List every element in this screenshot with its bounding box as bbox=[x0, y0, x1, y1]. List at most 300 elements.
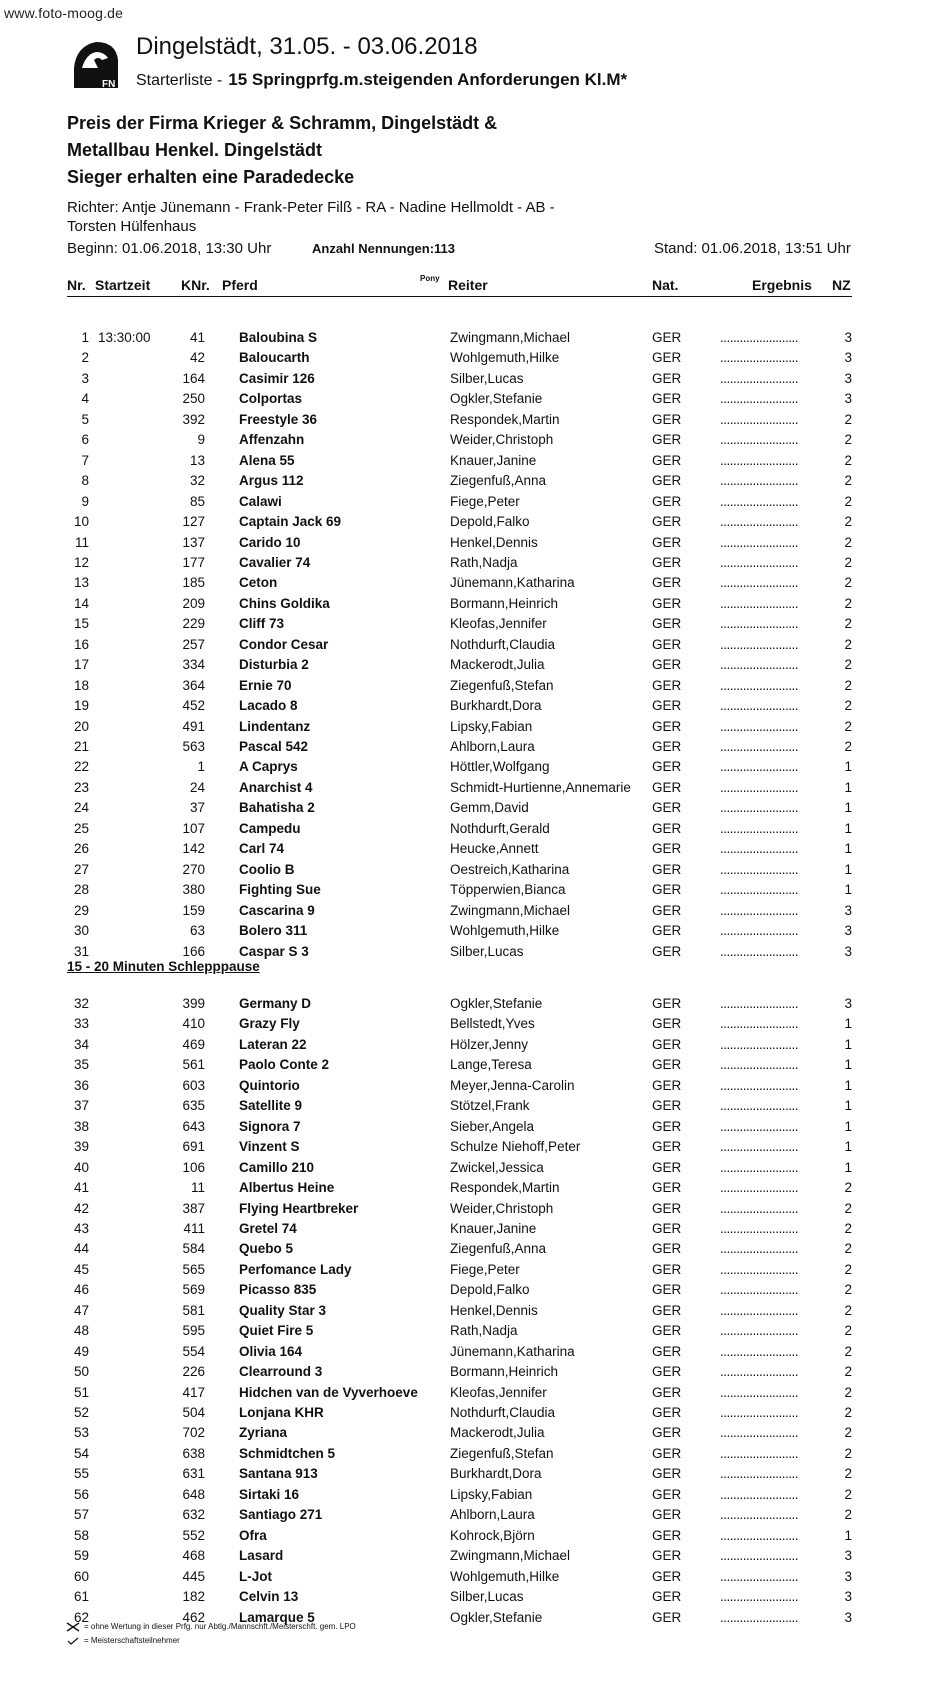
cell-knr: 410 bbox=[182, 1016, 205, 1032]
table-row bbox=[0, 1589, 950, 1609]
cell-result: ........................ bbox=[720, 616, 799, 632]
cell-horse: Grazy Fly bbox=[239, 1016, 300, 1032]
cell-knr: 41 bbox=[189, 330, 205, 345]
cell-result: ........................ bbox=[720, 1384, 799, 1400]
cell-nz: 2 bbox=[844, 1425, 852, 1441]
table-row bbox=[0, 575, 950, 595]
cell-nz: 2 bbox=[844, 1220, 852, 1236]
cell-nz: 2 bbox=[844, 1302, 852, 1318]
table-row bbox=[0, 535, 950, 555]
prize-line-2: Metallbau Henkel. Dingelstädt bbox=[67, 140, 323, 160]
cell-horse: Casimir 126 bbox=[239, 370, 315, 386]
cell-nz: 2 bbox=[844, 1405, 852, 1420]
cell-rider: Wohlgemuth,Hilke bbox=[450, 923, 560, 939]
cell-knr: 9 bbox=[197, 432, 205, 448]
competition-name: 15 Springprfg.m.steigenden Anforderungen Kl.M* bbox=[228, 70, 628, 89]
cell-knr: 643 bbox=[182, 1118, 205, 1134]
cell-nz: 2 bbox=[844, 1384, 852, 1400]
cell-horse: Ofra bbox=[239, 1527, 267, 1543]
cell-knr: 380 bbox=[182, 882, 205, 898]
cell-result: ........................ bbox=[720, 841, 799, 857]
cell-nation: GER bbox=[652, 1098, 682, 1114]
cell-rider: Nothdurft,Gerald bbox=[450, 820, 550, 836]
cell-horse: Carido 10 bbox=[239, 534, 301, 550]
prize-line-1: Preis der Firma Krieger & Schramm, Dingelstädt & bbox=[67, 113, 498, 133]
cell-nr: 41 bbox=[73, 1180, 89, 1196]
cell-rider: Wohlgemuth,Hilke bbox=[450, 350, 560, 366]
cell-result: ........................ bbox=[720, 759, 799, 775]
cell-nr: 57 bbox=[73, 1507, 89, 1523]
col-header-nz: NZ bbox=[832, 277, 851, 293]
cell-nz: 2 bbox=[844, 1282, 852, 1298]
cell-nz: 3 bbox=[844, 902, 852, 918]
cell-result: ........................ bbox=[720, 1098, 799, 1114]
table-row bbox=[0, 637, 950, 657]
cell-horse: Lonjana KHR bbox=[239, 1405, 324, 1420]
cell-nation: GER bbox=[652, 1486, 682, 1502]
cell-nr: 12 bbox=[73, 554, 89, 570]
cell-rider: Silber,Lucas bbox=[450, 1589, 524, 1605]
cell-nation: GER bbox=[652, 1323, 682, 1339]
cell-rider: Rath,Nadja bbox=[450, 1323, 518, 1339]
cell-rider: Zwingmann,Michael bbox=[450, 1548, 571, 1564]
cell-knr: 24 bbox=[189, 779, 205, 795]
cell-nr: 18 bbox=[73, 677, 89, 693]
cell-nz: 2 bbox=[844, 1364, 852, 1380]
cell-nr: 51 bbox=[73, 1384, 89, 1400]
cell-knr: 411 bbox=[183, 1220, 205, 1236]
cell-nr: 27 bbox=[73, 861, 89, 877]
cell-horse: Quebo 5 bbox=[239, 1241, 294, 1257]
cell-rider: Schmidt-Hurtienne,Annemarie bbox=[450, 779, 631, 795]
table-row bbox=[0, 1323, 950, 1343]
table-row bbox=[0, 923, 950, 943]
cell-knr: 63 bbox=[189, 923, 205, 939]
cell-nation: GER bbox=[652, 657, 682, 673]
cell-rider: Mackerodt,Julia bbox=[450, 657, 545, 673]
table-row bbox=[0, 1098, 950, 1118]
begin-time: Beginn: 01.06.2018, 13:30 Uhr bbox=[67, 240, 272, 257]
cell-result: ........................ bbox=[720, 677, 799, 693]
cell-horse: Germany D bbox=[239, 996, 312, 1011]
cell-knr: 417 bbox=[182, 1384, 205, 1400]
cell-horse: Chins Goldika bbox=[239, 595, 330, 611]
cell-nr: 7 bbox=[81, 452, 89, 468]
cell-rider: Respondek,Martin bbox=[450, 411, 560, 427]
cell-result: ........................ bbox=[720, 1302, 799, 1318]
cell-knr: 468 bbox=[182, 1548, 205, 1564]
cell-nr: 55 bbox=[73, 1466, 89, 1482]
table-row bbox=[0, 821, 950, 841]
cell-nz: 1 bbox=[844, 1139, 852, 1155]
table-row bbox=[0, 996, 950, 1016]
cell-result: ........................ bbox=[720, 554, 799, 570]
cell-nation: GER bbox=[652, 1302, 682, 1318]
cell-nr: 39 bbox=[73, 1139, 89, 1155]
cell-knr: 229 bbox=[182, 616, 205, 632]
cell-nz: 1 bbox=[844, 820, 852, 836]
col-header-horse: Pferd bbox=[222, 277, 258, 293]
cell-knr: 387 bbox=[182, 1200, 205, 1216]
cell-result: ........................ bbox=[720, 657, 799, 673]
cell-result: ........................ bbox=[720, 902, 799, 918]
cell-nz: 1 bbox=[844, 841, 852, 857]
table-row bbox=[0, 1364, 950, 1384]
cell-horse: L-Jot bbox=[239, 1568, 272, 1584]
cell-result: ........................ bbox=[720, 432, 799, 448]
cell-nation: GER bbox=[652, 1016, 682, 1032]
cell-nz: 3 bbox=[844, 370, 852, 386]
cell-nz: 2 bbox=[844, 411, 852, 427]
cell-horse: Santiago 271 bbox=[239, 1507, 323, 1523]
cell-nr: 56 bbox=[73, 1486, 89, 1502]
header-divider bbox=[67, 296, 852, 297]
championship-mark-icon bbox=[66, 1636, 80, 1646]
cell-nation: GER bbox=[652, 1466, 682, 1482]
col-header-result: Ergebnis bbox=[752, 277, 812, 293]
cell-knr: 595 bbox=[182, 1323, 205, 1339]
cell-nz: 1 bbox=[844, 1098, 852, 1114]
cell-rider: Kleofas,Jennifer bbox=[450, 616, 547, 632]
cell-rider: Ziegenfuß,Stefan bbox=[450, 677, 554, 693]
cell-nation: GER bbox=[652, 411, 682, 427]
table-row bbox=[0, 1425, 950, 1445]
cell-rider: Bellstedt,Yves bbox=[450, 1016, 535, 1032]
cell-horse: Clearround 3 bbox=[239, 1364, 323, 1380]
status-timestamp: Stand: 01.06.2018, 13:51 Uhr bbox=[654, 240, 851, 257]
cell-horse: Lamarque 5 bbox=[239, 1609, 315, 1625]
cell-nr: 54 bbox=[73, 1445, 89, 1461]
cell-nation: GER bbox=[652, 698, 682, 714]
cell-knr: 702 bbox=[182, 1425, 205, 1441]
cell-nation: GER bbox=[652, 1405, 682, 1420]
cell-nr: 23 bbox=[73, 779, 89, 795]
cell-rider: Nothdurft,Claudia bbox=[450, 1405, 556, 1420]
cell-knr: 37 bbox=[189, 800, 205, 816]
table-row bbox=[0, 1344, 950, 1364]
cell-nr: 21 bbox=[73, 739, 89, 754]
cell-knr: 137 bbox=[182, 534, 205, 550]
cell-nation: GER bbox=[652, 800, 682, 816]
cell-knr: 209 bbox=[182, 595, 205, 611]
cell-nr: 16 bbox=[73, 636, 89, 652]
table-row bbox=[0, 1119, 950, 1139]
cell-knr: 552 bbox=[182, 1527, 205, 1543]
cell-nz: 1 bbox=[844, 759, 852, 775]
entries-count: Anzahl Nennungen:113 bbox=[312, 241, 456, 256]
cell-rider: Ahlborn,Laura bbox=[450, 739, 535, 754]
cell-knr: 504 bbox=[182, 1405, 205, 1420]
cell-rider: Gemm,David bbox=[450, 800, 529, 816]
cell-nz: 2 bbox=[844, 1200, 852, 1216]
col-header-pony: Pony bbox=[420, 274, 440, 283]
cell-nr: 20 bbox=[73, 718, 89, 734]
cell-rider: Respondek,Martin bbox=[450, 1180, 560, 1196]
table-row bbox=[0, 1180, 950, 1200]
cell-nz: 2 bbox=[844, 554, 852, 570]
break-label: 15 - 20 Minuten Schlepppause bbox=[67, 959, 260, 974]
cell-nz: 2 bbox=[844, 452, 852, 468]
cell-nation: GER bbox=[652, 1364, 682, 1380]
cell-rider: Depold,Falko bbox=[450, 514, 530, 530]
table-row bbox=[0, 1241, 950, 1261]
cell-result: ........................ bbox=[720, 1405, 799, 1420]
cell-result: ........................ bbox=[720, 1343, 799, 1359]
cell-result: ........................ bbox=[720, 739, 799, 754]
cell-result: ........................ bbox=[720, 1241, 799, 1257]
cell-nation: GER bbox=[652, 452, 682, 468]
cell-horse: Cavalier 74 bbox=[239, 554, 311, 570]
cell-horse: Disturbia 2 bbox=[239, 657, 309, 673]
cell-nr: 46 bbox=[73, 1282, 89, 1298]
cell-result: ........................ bbox=[720, 1180, 799, 1196]
cell-knr: 106 bbox=[182, 1159, 205, 1175]
cell-nz: 2 bbox=[844, 473, 852, 489]
cell-rider: Rath,Nadja bbox=[450, 554, 518, 570]
cell-nr: 9 bbox=[81, 493, 89, 509]
table-row bbox=[0, 1405, 950, 1425]
cell-horse: Hidchen van de Vyverhoeve bbox=[239, 1384, 418, 1400]
table-row bbox=[0, 1016, 950, 1036]
cell-horse: Quality Star 3 bbox=[239, 1302, 327, 1318]
cell-nr: 26 bbox=[73, 841, 89, 857]
cell-nz: 2 bbox=[844, 1261, 852, 1277]
list-subtitle bbox=[136, 70, 627, 90]
cell-nz: 2 bbox=[844, 575, 852, 591]
cell-nation: GER bbox=[652, 330, 682, 345]
legend-line-2 bbox=[66, 1636, 180, 1646]
cell-nz: 2 bbox=[844, 718, 852, 734]
legend-text-1: = ohne Wertung in dieser Prfg. nur Abtlg./Mannschft./Meisterschft. gem. LPO bbox=[84, 1622, 356, 1632]
cell-nation: GER bbox=[652, 1527, 682, 1543]
cell-nr: 44 bbox=[73, 1241, 89, 1257]
cell-result: ........................ bbox=[720, 1548, 799, 1564]
table-row bbox=[0, 1078, 950, 1098]
cell-result: ........................ bbox=[720, 718, 799, 734]
cell-knr: 565 bbox=[182, 1261, 205, 1277]
cell-knr: 250 bbox=[182, 391, 205, 407]
col-header-knr: KNr. bbox=[181, 277, 210, 293]
cell-rider: Ziegenfuß,Anna bbox=[450, 473, 547, 489]
judges-line-2: Torsten Hülfenhaus bbox=[67, 218, 197, 235]
cell-knr: 166 bbox=[182, 943, 205, 959]
cell-nation: GER bbox=[652, 841, 682, 857]
table-row bbox=[0, 862, 950, 882]
cell-nation: GER bbox=[652, 534, 682, 550]
cell-nation: GER bbox=[652, 1220, 682, 1236]
watermark-text: www.foto-moog.de bbox=[4, 5, 124, 21]
cell-nation: GER bbox=[652, 1384, 682, 1400]
cell-rider: Henkel,Dennis bbox=[450, 534, 538, 550]
cell-horse: Freestyle 36 bbox=[239, 411, 318, 427]
cell-nation: GER bbox=[652, 1589, 682, 1605]
cell-horse: Baloubina S bbox=[239, 330, 318, 345]
cell-nr: 28 bbox=[73, 882, 89, 898]
cell-nation: GER bbox=[652, 882, 682, 898]
cell-rider: Kleofas,Jennifer bbox=[450, 1384, 547, 1400]
cell-rider: Nothdurft,Claudia bbox=[450, 636, 556, 652]
cell-rider: Ahlborn,Laura bbox=[450, 1507, 535, 1523]
cell-knr: 11 bbox=[190, 1180, 205, 1196]
cell-nr: 31 bbox=[73, 943, 89, 959]
cell-nr: 34 bbox=[73, 1036, 89, 1052]
cell-result: ........................ bbox=[720, 1282, 799, 1298]
cell-rider: Silber,Lucas bbox=[450, 943, 524, 959]
cell-result: ........................ bbox=[720, 1486, 799, 1502]
cell-knr: 632 bbox=[182, 1507, 205, 1523]
cell-result: ........................ bbox=[720, 1159, 799, 1175]
cell-nr: 13 bbox=[73, 575, 89, 591]
cell-nation: GER bbox=[652, 1159, 682, 1175]
cell-horse: Pascal 542 bbox=[239, 739, 309, 754]
cell-knr: 159 bbox=[182, 902, 205, 918]
cell-knr: 635 bbox=[182, 1098, 205, 1114]
table-row bbox=[0, 1528, 950, 1548]
cell-knr: 399 bbox=[182, 996, 205, 1011]
table-row bbox=[0, 841, 950, 861]
table-row bbox=[0, 453, 950, 473]
cell-rider: Zwingmann,Michael bbox=[450, 330, 571, 345]
cell-nation: GER bbox=[652, 739, 682, 754]
table-row bbox=[0, 1385, 950, 1405]
table-row bbox=[0, 1221, 950, 1241]
table-row bbox=[0, 1487, 950, 1507]
cell-rider: Ziegenfuß,Anna bbox=[450, 1241, 547, 1257]
cell-result: ........................ bbox=[720, 1077, 799, 1093]
cell-rider: Lipsky,Fabian bbox=[450, 718, 533, 734]
cell-nz: 2 bbox=[844, 1343, 852, 1359]
cell-nation: GER bbox=[652, 1609, 682, 1625]
cell-nr: 49 bbox=[73, 1343, 89, 1359]
cell-knr: 452 bbox=[182, 698, 205, 714]
cell-horse: Fighting Sue bbox=[239, 882, 321, 898]
cell-nr: 42 bbox=[73, 1200, 89, 1216]
cell-horse: Affenzahn bbox=[239, 432, 305, 448]
cell-nz: 2 bbox=[844, 1507, 852, 1523]
cell-result: ........................ bbox=[720, 1261, 799, 1277]
cell-knr: 491 bbox=[182, 718, 205, 734]
cell-rider: Bormann,Heinrich bbox=[450, 595, 559, 611]
cell-nr: 8 bbox=[81, 473, 89, 489]
table-row bbox=[0, 800, 950, 820]
table-row bbox=[0, 412, 950, 432]
table-row bbox=[0, 759, 950, 779]
cell-nr: 33 bbox=[73, 1016, 89, 1032]
cell-nr: 58 bbox=[73, 1527, 89, 1543]
cell-nz: 2 bbox=[844, 739, 852, 754]
table-row bbox=[0, 473, 950, 493]
cell-horse: Ceton bbox=[239, 575, 278, 591]
table-row bbox=[0, 1446, 950, 1466]
cell-nz: 2 bbox=[844, 1466, 852, 1482]
crossed-swords-icon bbox=[66, 1622, 80, 1632]
cell-nz: 2 bbox=[844, 616, 852, 632]
cell-horse: Condor Cesar bbox=[239, 636, 329, 652]
cell-nz: 2 bbox=[844, 1323, 852, 1339]
cell-nz: 2 bbox=[844, 1486, 852, 1502]
cell-nr: 48 bbox=[73, 1323, 89, 1339]
cell-horse: Paolo Conte 2 bbox=[239, 1057, 330, 1073]
cell-nation: GER bbox=[652, 432, 682, 448]
cell-nr: 2 bbox=[81, 350, 89, 366]
cell-horse: A Caprys bbox=[239, 759, 298, 775]
cell-knr: 581 bbox=[182, 1302, 205, 1318]
cell-knr: 270 bbox=[182, 861, 205, 877]
cell-horse: Anarchist 4 bbox=[239, 779, 313, 795]
cell-horse: Coolio B bbox=[239, 861, 295, 877]
cell-knr: 563 bbox=[182, 739, 205, 754]
cell-horse: Zyriana bbox=[239, 1425, 288, 1441]
cell-nation: GER bbox=[652, 1261, 682, 1277]
cell-nr: 30 bbox=[73, 923, 89, 939]
cell-nation: GER bbox=[652, 554, 682, 570]
cell-nz: 3 bbox=[844, 943, 852, 959]
cell-result: ........................ bbox=[720, 996, 799, 1011]
table-row bbox=[0, 698, 950, 718]
cell-knr: 554 bbox=[182, 1343, 205, 1359]
cell-nr: 11 bbox=[74, 534, 89, 550]
cell-result: ........................ bbox=[720, 534, 799, 550]
cell-result: ........................ bbox=[720, 1364, 799, 1380]
cell-nr: 47 bbox=[73, 1302, 89, 1318]
table-row bbox=[0, 371, 950, 391]
cell-nation: GER bbox=[652, 902, 682, 918]
table-row bbox=[0, 1569, 950, 1589]
cell-nation: GER bbox=[652, 677, 682, 693]
cell-knr: 392 bbox=[182, 411, 205, 427]
table-row bbox=[0, 350, 950, 370]
cell-horse: Campedu bbox=[239, 820, 301, 836]
cell-knr: 638 bbox=[182, 1445, 205, 1461]
cell-result: ........................ bbox=[720, 820, 799, 836]
cell-result: ........................ bbox=[720, 1466, 799, 1482]
cell-rider: Bormann,Heinrich bbox=[450, 1364, 559, 1380]
cell-nz: 3 bbox=[844, 330, 852, 345]
cell-knr: 142 bbox=[182, 841, 205, 857]
table-row bbox=[0, 391, 950, 411]
cell-knr: 127 bbox=[182, 514, 205, 530]
cell-nation: GER bbox=[652, 1343, 682, 1359]
table-row bbox=[0, 616, 950, 636]
cell-result: ........................ bbox=[720, 1527, 799, 1543]
cell-nz: 2 bbox=[844, 636, 852, 652]
cell-result: ........................ bbox=[720, 882, 799, 898]
cell-knr: 42 bbox=[189, 350, 205, 366]
cell-nr: 4 bbox=[81, 391, 89, 407]
cell-result: ........................ bbox=[720, 391, 799, 407]
cell-nr: 3 bbox=[81, 370, 89, 386]
cell-nr: 22 bbox=[73, 759, 89, 775]
cell-horse: Cascarina 9 bbox=[239, 902, 315, 918]
cell-rider: Silber,Lucas bbox=[450, 370, 524, 386]
fn-logo-icon bbox=[72, 38, 120, 90]
legend-line-1 bbox=[66, 1622, 356, 1632]
cell-result: ........................ bbox=[720, 800, 799, 816]
cell-nz: 2 bbox=[844, 534, 852, 550]
cell-horse: Camillo 210 bbox=[239, 1159, 315, 1175]
cell-horse: Schmidtchen 5 bbox=[239, 1445, 336, 1461]
cell-start-time: 13:30:00 bbox=[98, 330, 151, 345]
cell-horse: Bolero 311 bbox=[239, 923, 308, 939]
cell-rider: Knauer,Janine bbox=[450, 452, 537, 468]
cell-knr: 584 bbox=[182, 1241, 205, 1257]
cell-nation: GER bbox=[652, 514, 682, 530]
cell-horse: Lindentanz bbox=[239, 718, 311, 734]
cell-result: ........................ bbox=[720, 1425, 799, 1441]
cell-nation: GER bbox=[652, 820, 682, 836]
cell-nz: 3 bbox=[844, 996, 852, 1011]
cell-horse: Olivia 164 bbox=[239, 1343, 303, 1359]
